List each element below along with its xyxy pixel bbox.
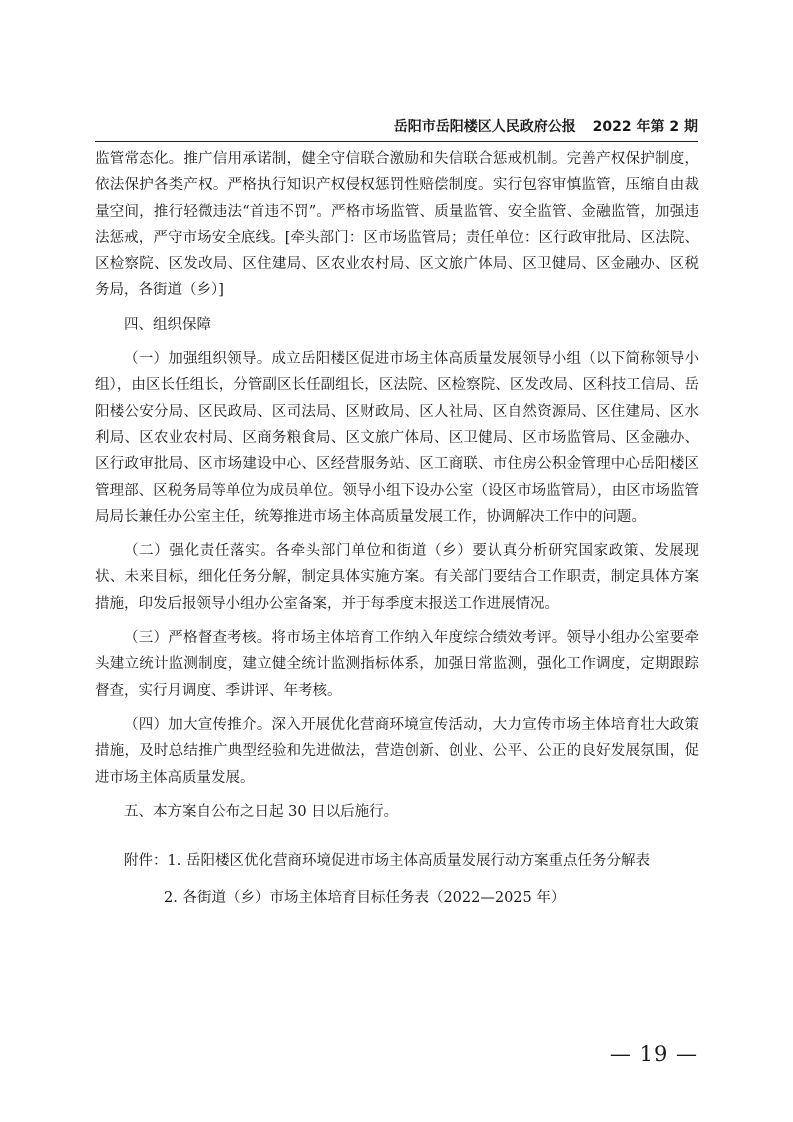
paragraph-supervision: （三）严格督查考核。将市场主体培育工作纳入年度综合绩效考评。领导小组办公室要牵头建立统计监测制度，建立健全统计监测指标体系，加强日常监测，强化工作调度，定期跟踪督查，实行月调度、季讲评、年考核。 (95, 630, 699, 699)
page-header (95, 117, 698, 142)
issue-number: 2022 年第 2 期 (592, 119, 698, 135)
attachments-list (124, 848, 650, 911)
section-effective-date: 五、本方案自公布之日起 30 日以后施行。 (124, 803, 399, 820)
page-number: — 19 — (609, 1042, 698, 1066)
attachment-item-2 (124, 885, 650, 911)
document-body (95, 146, 699, 825)
attachment-title-1: 1. 岳阳楼区优化营商环境促进市场主体高质量发展行动方案重点任务分解表 (167, 853, 650, 869)
paragraph-publicity: （四）加大宣传推介。深入开展优化营商环境宣传活动，大力宣传市场主体培育壮大政策措施，及时总结推广典型经验和先进做法，营造创新、创业、公平、公正的良好发展氛围，促进市场主体高质量发展。 (95, 716, 699, 786)
paragraph-responsibility: （二）强化责任落实。各牵头部门单位和街道（乡）要认真分析研究国家政策、发展现状、未来目标，细化任务分解，制定具体实施方案。有关部门要结合工作职责，制定具体方案措施，印发后报领导小组办公室备案，并于每季度末报送工作进展情况。 (95, 543, 699, 612)
section-heading-organization: 四、组织保障 (124, 316, 211, 333)
attachment-item-1 (124, 848, 650, 874)
attachment-title-2: 2. 各街道（乡）市场主体培育目标任务表（2022—2025 年） (164, 890, 566, 906)
paragraph-organization-leadership: （一）加强组织领导。成立岳阳楼区促进市场主体高质量发展领导小组（以下简称领导小组），由区长任组长，分管副区长任副组长，区法院、区检察院、区发改局、区科技工信局、岳阳楼公安分局、区民政局、区司法局、区财政局、区人社局、区自然资源局、区住建局、区水利局、区农业农村局、区商务粮食局、区文旅广体局、区卫健局、区市场监管局、区金融办、区行政审批局、区市场建设中心、区经营服务站、区工商联、市住房公积金管理中心岳阳楼区管理部、区税务局等单位为成员单位。领导小组下设办公室（设区市场监管局），由区市场监管局局长兼任办公室主任，统筹推进市场主体高质量发展工作，协调解决工作中的问题。 (95, 351, 699, 525)
publication-title: 岳阳市岳阳楼区人民政府公报 (393, 119, 576, 135)
attachments-label: 附件： (124, 853, 168, 869)
continuation-paragraph: 监管常态化。推广信用承诺制，健全守信联合激励和失信联合惩戒机制。完善产权保护制度，依法保护各类产权。严格执行知识产权侵权惩罚性赔偿制度。实行包容审慎监管，压缩自由裁量空间，推行轻微违法“首违不罚”。严格市场监管、质量监管、安全监管、金融监管，加强违法惩戒，严守市场安全底线。[牵头部门：区市场监管局；责任单位：区行政审批局、区法院、区检察院、区发改局、区住建局、区农业农村局、区文旅广体局、区卫健局、区金融办、区税务局，各街道（乡）] (95, 151, 699, 299)
